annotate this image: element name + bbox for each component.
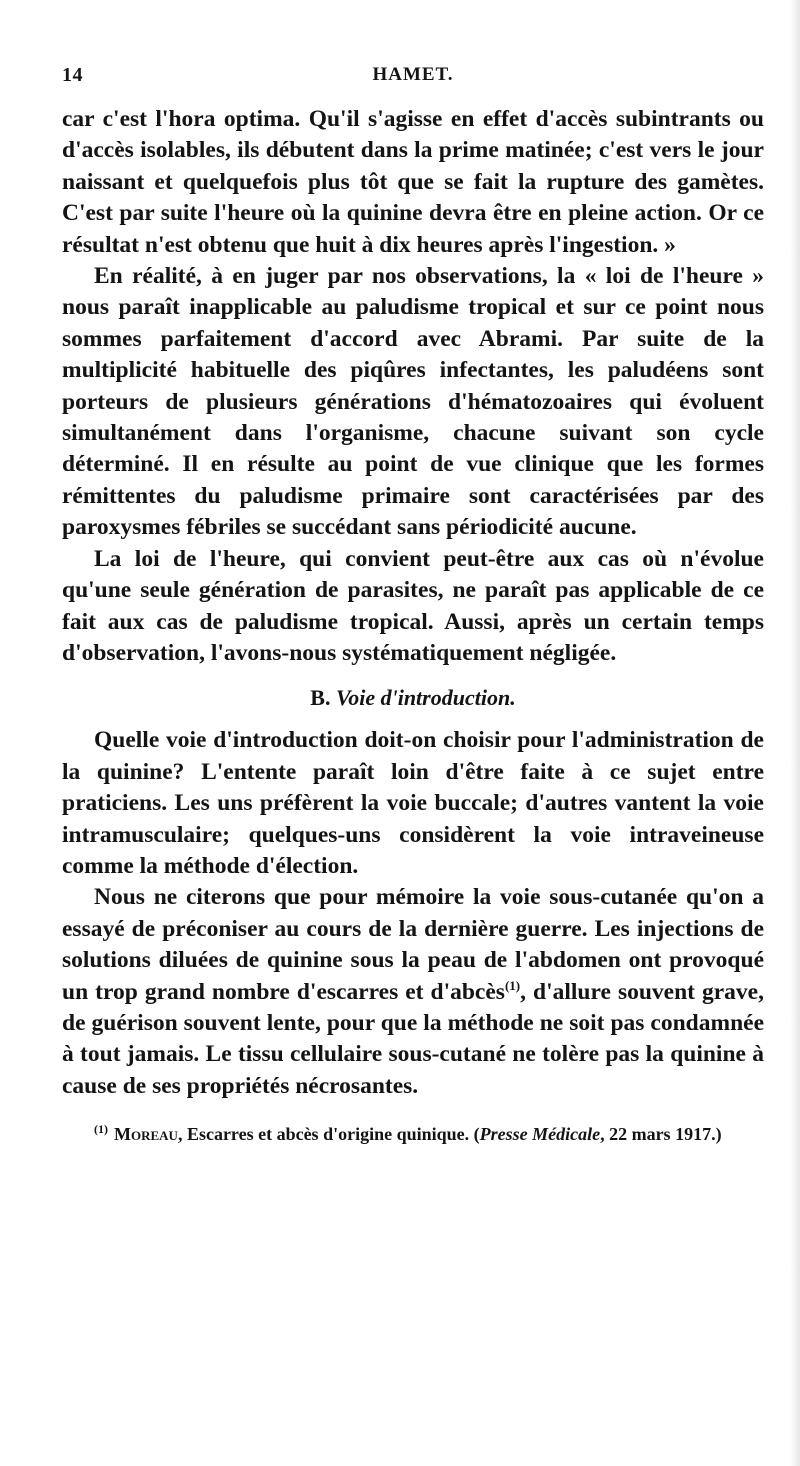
section-heading: [62, 683, 764, 713]
footnote-journal: Presse Médicale: [479, 1124, 601, 1145]
footnote-date: , 22 mars 1917.): [600, 1124, 722, 1145]
paragraph-5-text-b: , d'allure souvent grave, de guérison souvent lente, pour que la méthode ne soit pas condamnée à tout jamais. Le tissu cellulaire sous-cutané ne tolère pas la quinine à cause de ses propriétés nécrosantes.: [62, 978, 764, 1099]
section-title: Voie d'introduction.: [335, 685, 516, 711]
paragraph-3: La loi de l'heure, qui convient peut-être aux cas où n'évolue qu'une seule génération de parasites, ne paraît pas applicable de ce fait aux cas de paludisme tropical. Aussi, après un certain temps d'observation, l'avons-nous systématiquement négligée.: [62, 545, 764, 666]
running-title: HAMET.: [372, 64, 454, 85]
paragraph-4: Quelle voie d'introduction doit-on choisir pour l'administration de la quinine? L'entente paraît loin d'être faite à ce sujet entre praticiens. Les uns préfèrent la voie buccale; d'autres vantent la voie intramusculaire; quelques-uns considèrent la voie intraveineuse comme la méthode d'élection.: [62, 727, 764, 879]
footnote-marker: (1): [94, 1122, 108, 1137]
footnote-text: , Escarres et abcès d'origine quinique. (: [177, 1124, 480, 1145]
book-page: [62, 64, 764, 1147]
footnote: [62, 1116, 764, 1147]
page-number: 14: [62, 64, 83, 86]
paragraph-2: En réalité, à en juger par nos observations, la « loi de l'heure » nous paraît inapplicable au paludisme tropical et sur ce point nous sommes parfaitement d'accord avec Abrami. Par suite de la multiplicité habituelle des piqûres infectantes, les paludéens sont porteurs de plusieurs générations d'hématozoaires qui évoluent simultanément dans l'organisme, chacune suivant son cycle déterminé. Il en résulte au point de vue clinique que les formes rémittentes du paludisme primaire sont caractérisées par des paroxysmes fébriles se succédant sans périodicité aucune.: [62, 263, 764, 541]
paragraph-5: [62, 882, 764, 1102]
paragraph-1: car c'est l'hora optima. Qu'il s'agisse en effet d'accès subintrants ou d'accès isolables, ils débutent dans la prime matinée; c'est vers le jour naissant et quelquefois plus tôt que se fait la rupture des gamètes. C'est par suite l'heure où la quinine devra être en pleine action. Or ce résultat n'est obtenu que huit à dix heures après l'ingestion. »: [62, 106, 764, 258]
page-edge-shadow: [790, 0, 800, 1466]
paragraph-5-text-a: Nous ne citerons que pour mémoire la voie sous-cutanée qu'on a essayé de préconiser au cours de la dernière guerre. Les injections de solutions diluées de quinine sous la peau de l'abdomen ont provoqué un trop grand nombre d'escarres et d'abcès: [62, 884, 764, 1005]
running-head: [62, 64, 764, 104]
footnote-reference: (1): [504, 977, 521, 993]
footnote-author: Moreau: [114, 1124, 178, 1145]
section-letter: B.: [310, 685, 331, 711]
